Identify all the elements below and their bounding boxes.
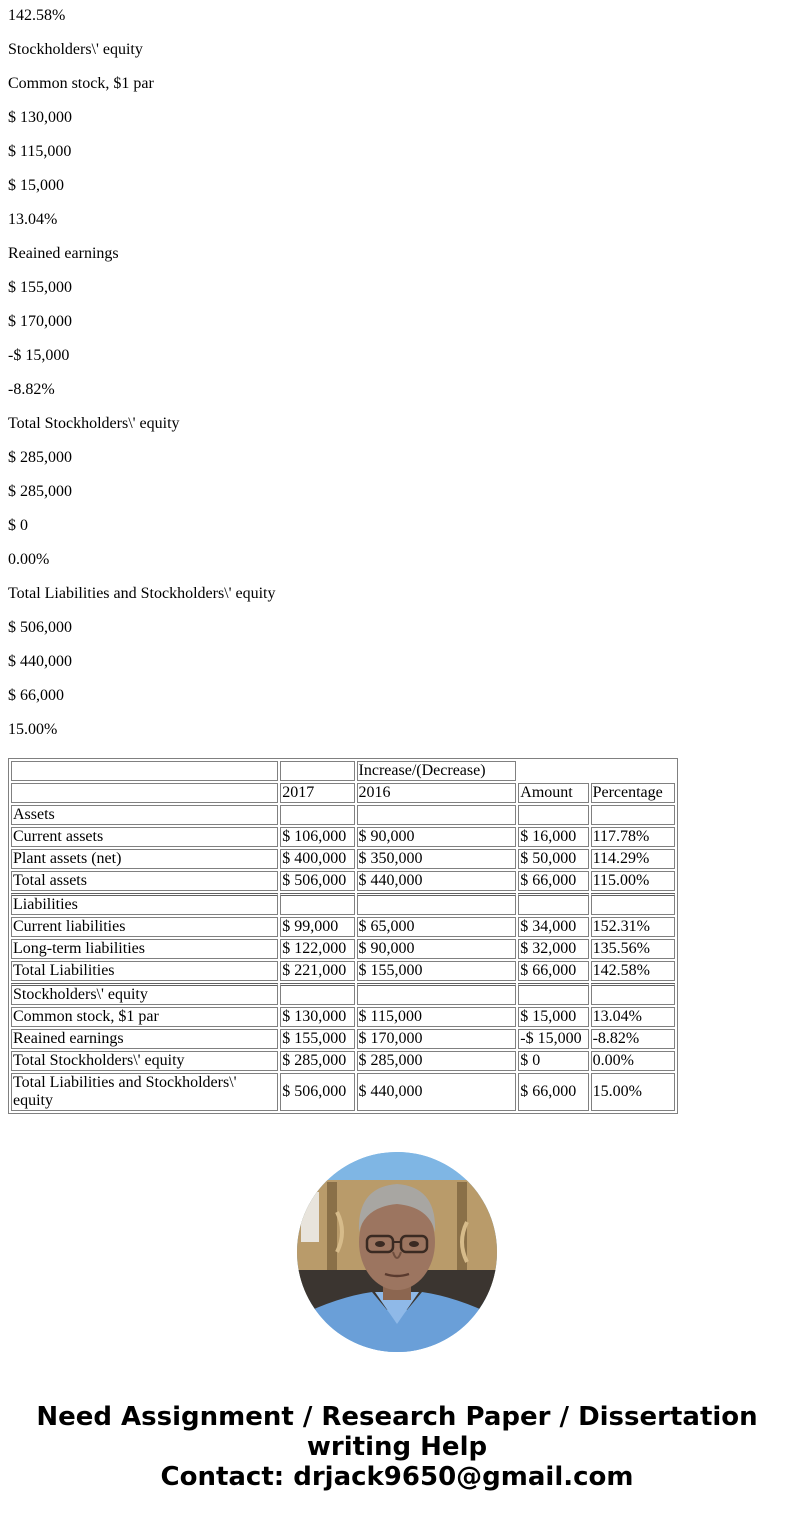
- table-row: [11, 827, 675, 847]
- header-cell: [280, 761, 354, 781]
- value-2017: $ 285,000: [280, 1051, 354, 1071]
- header-2017: 2017: [280, 783, 354, 803]
- header-cell: [11, 761, 278, 781]
- promo-banner: [8, 1402, 786, 1492]
- change-percentage: [591, 893, 675, 915]
- table-row: [11, 961, 675, 981]
- change-amount: [518, 805, 588, 825]
- change-amount: [518, 893, 588, 915]
- table-row: [11, 871, 675, 891]
- text-line: Total Stockholders\' equity: [8, 415, 180, 432]
- text-line: -$ 15,000: [8, 347, 70, 364]
- assets-section: [11, 805, 675, 891]
- value-2017: [280, 805, 354, 825]
- table-row: [11, 893, 675, 915]
- value-2016: $ 285,000: [357, 1051, 517, 1071]
- value-2016: [357, 893, 517, 915]
- promo-line-2: writing Help: [306, 1432, 488, 1462]
- change-amount: $ 15,000: [518, 1007, 588, 1027]
- text-line: $ 285,000: [8, 449, 72, 466]
- row-label: Long-term liabilities: [11, 939, 278, 959]
- value-2017: [280, 983, 354, 1005]
- value-2017: $ 506,000: [280, 1073, 354, 1111]
- change-amount: $ 32,000: [518, 939, 588, 959]
- row-label: Plant assets (net): [11, 849, 278, 869]
- row-label: Liabilities: [11, 893, 278, 915]
- table-header: [11, 761, 675, 803]
- row-label: Total Liabilities: [11, 961, 278, 981]
- value-2016: $ 115,000: [357, 1007, 517, 1027]
- change-amount: -$ 15,000: [518, 1029, 588, 1049]
- change-percentage: [591, 983, 675, 1005]
- table-row: [11, 805, 675, 825]
- header-2016: 2016: [357, 783, 517, 803]
- value-2017: $ 99,000: [280, 917, 354, 937]
- header-cell: [11, 783, 278, 803]
- row-label: Common stock, $1 par: [11, 1007, 278, 1027]
- promo-contact-line: Contact: drjack9650@gmail.com: [160, 1462, 634, 1492]
- text-line: 0.00%: [8, 551, 50, 568]
- change-percentage: -8.82%: [591, 1029, 675, 1049]
- text-line: 13.04%: [8, 211, 58, 228]
- text-line: $ 155,000: [8, 279, 72, 296]
- value-2016: $ 350,000: [357, 849, 517, 869]
- table-row: [11, 983, 675, 1005]
- value-2017: $ 130,000: [280, 1007, 354, 1027]
- row-label: Reained earnings: [11, 1029, 278, 1049]
- table-row: [11, 1007, 675, 1027]
- header-row-2: [11, 783, 675, 803]
- table-row: [11, 1029, 675, 1049]
- value-2017: $ 221,000: [280, 961, 354, 981]
- header-amount: Amount: [518, 783, 588, 803]
- text-line: $ 66,000: [8, 687, 64, 704]
- row-label: Total assets: [11, 871, 278, 891]
- text-line: $ 115,000: [8, 143, 72, 160]
- change-amount: [518, 983, 588, 1005]
- header-row-1: [11, 761, 675, 781]
- author-photo-icon: [297, 1152, 497, 1352]
- change-amount: $ 0: [518, 1051, 588, 1071]
- change-percentage: 142.58%: [591, 961, 675, 981]
- value-2016: $ 155,000: [357, 961, 517, 981]
- increase-decrease-header: Increase/(Decrease): [357, 761, 517, 781]
- row-label: Current assets: [11, 827, 278, 847]
- value-2017: $ 155,000: [280, 1029, 354, 1049]
- change-percentage: [591, 805, 675, 825]
- row-label: Stockholders\' equity: [11, 983, 278, 1005]
- value-2017: $ 122,000: [280, 939, 354, 959]
- change-amount: $ 34,000: [518, 917, 588, 937]
- row-label: Total Liabilities and Stockholders\' equity: [11, 1073, 278, 1111]
- change-percentage: 0.00%: [591, 1051, 675, 1071]
- value-2017: $ 106,000: [280, 827, 354, 847]
- change-percentage: 117.78%: [591, 827, 675, 847]
- row-label: Current liabilities: [11, 917, 278, 937]
- change-percentage: 135.56%: [591, 939, 675, 959]
- table-row: [11, 917, 675, 937]
- text-line: 142.58%: [8, 7, 66, 24]
- value-2016: $ 170,000: [357, 1029, 517, 1049]
- text-line: Total Liabilities and Stockholders\' equity: [8, 585, 276, 602]
- value-2016: $ 440,000: [357, 1073, 517, 1111]
- stockholders-equity-section: [11, 983, 675, 1111]
- value-2017: $ 506,000: [280, 871, 354, 891]
- value-2016: $ 90,000: [357, 827, 517, 847]
- value-2017: [280, 893, 354, 915]
- text-line: 15.00%: [8, 721, 58, 738]
- value-2016: $ 65,000: [357, 917, 517, 937]
- text-line: $ 170,000: [8, 313, 72, 330]
- row-label: Total Stockholders\' equity: [11, 1051, 278, 1071]
- change-amount: $ 50,000: [518, 849, 588, 869]
- table-row: [11, 1051, 675, 1071]
- text-line: Common stock, $1 par: [8, 75, 154, 92]
- change-percentage: 115.00%: [591, 871, 675, 891]
- change-amount: $ 66,000: [518, 961, 588, 981]
- value-2016: [357, 983, 517, 1005]
- value-2017: $ 400,000: [280, 849, 354, 869]
- author-avatar: [297, 1152, 497, 1352]
- change-amount: $ 66,000: [518, 871, 588, 891]
- header-percentage: Percentage: [591, 783, 675, 803]
- text-line: Reained earnings: [8, 245, 119, 262]
- liabilities-section: [11, 893, 675, 981]
- avatar-container: [8, 1152, 786, 1352]
- text-line: Stockholders\' equity: [8, 41, 143, 58]
- change-percentage: 114.29%: [591, 849, 675, 869]
- value-2016: $ 440,000: [357, 871, 517, 891]
- value-2016: [357, 805, 517, 825]
- text-line: -8.82%: [8, 381, 55, 398]
- text-line: $ 285,000: [8, 483, 72, 500]
- change-amount: $ 66,000: [518, 1073, 588, 1111]
- change-percentage: 13.04%: [591, 1007, 675, 1027]
- change-percentage: 15.00%: [591, 1073, 675, 1111]
- change-amount: $ 16,000: [518, 827, 588, 847]
- comparative-balance-sheet-table: [8, 758, 678, 1114]
- text-line: $ 440,000: [8, 653, 72, 670]
- table-row: [11, 939, 675, 959]
- text-line: $ 130,000: [8, 109, 72, 126]
- promo-line-1: Need Assignment / Research Paper / Dissertation: [36, 1402, 758, 1432]
- table-row: [11, 849, 675, 869]
- table-row: [11, 1073, 675, 1111]
- text-line: $ 0: [8, 517, 28, 534]
- text-line: $ 15,000: [8, 177, 64, 194]
- change-percentage: 152.31%: [591, 917, 675, 937]
- value-2016: $ 90,000: [357, 939, 517, 959]
- row-label: Assets: [11, 805, 278, 825]
- text-line: $ 506,000: [8, 619, 72, 636]
- preceding-text-list: [8, 0, 786, 748]
